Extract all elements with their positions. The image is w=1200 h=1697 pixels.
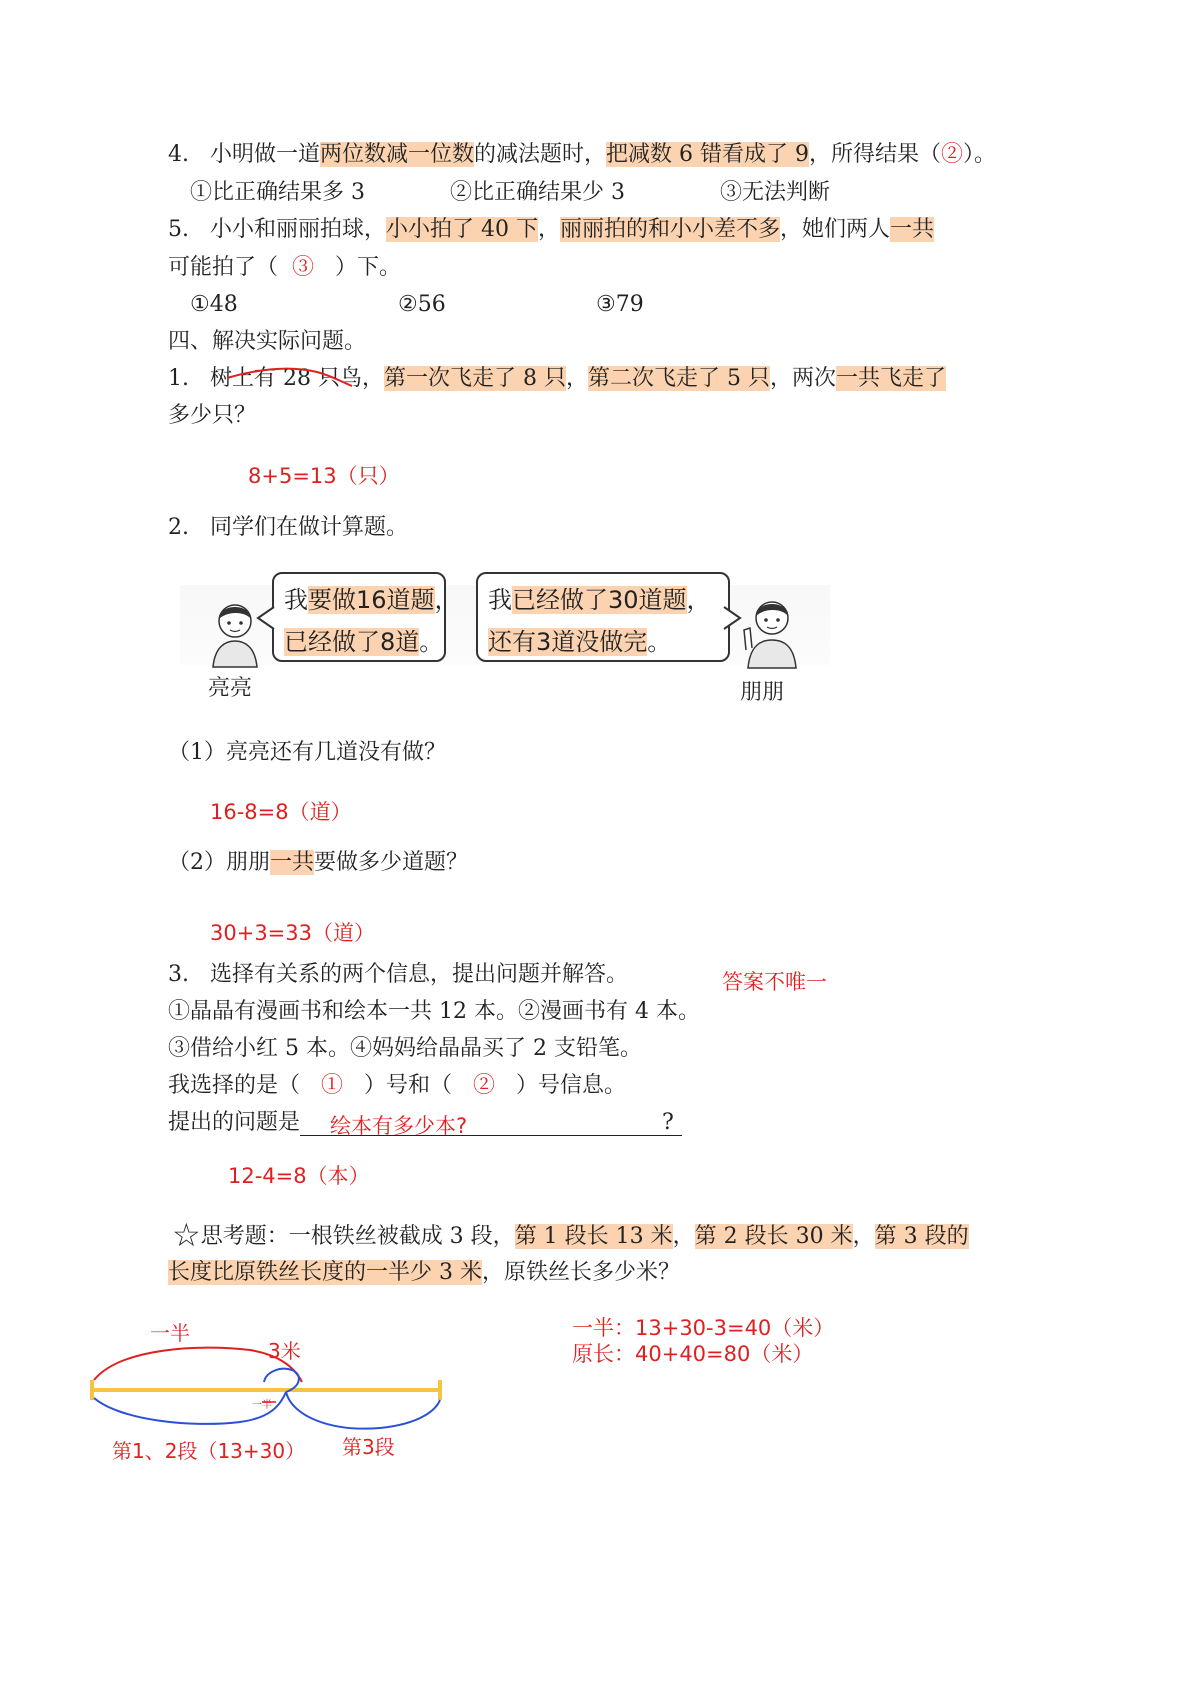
bubble-left-l2-hl: 已经做了8道 xyxy=(284,628,420,656)
p3-choose-line xyxy=(168,1071,626,1101)
p1-highlight-3: 一共飞走了 xyxy=(835,366,946,391)
p3-choose-pre: 我选择的是（ xyxy=(168,1073,301,1098)
q5-option-1: ①48 xyxy=(190,292,238,317)
p3-info-2: ③借给小红 5 本。④妈妈给晶晶买了 2 支铅笔。 xyxy=(168,1036,642,1061)
p2-text: 同学们在做计算题。 xyxy=(209,515,408,540)
label-3m: 3米 xyxy=(268,1339,301,1363)
label-seg3: 第3段 xyxy=(342,1435,395,1459)
star-icon: ☆ xyxy=(172,1216,201,1254)
q5-text-pre: 小小和丽丽拍球， xyxy=(209,217,386,242)
q4-highlight-1: 两位数减一位数 xyxy=(320,142,475,167)
q5-line2-pre: 可能拍了（ xyxy=(168,255,279,280)
p1-number: 1. xyxy=(168,366,189,391)
p3-choose-mid: ）号和（ xyxy=(364,1073,453,1098)
p2-number: 2. xyxy=(168,515,189,540)
q5-option-2: ②56 xyxy=(398,292,446,317)
label-seg12: 第1、2段（13+30） xyxy=(112,1439,306,1463)
think-highlight-2: 第 2 段长 30 米 xyxy=(694,1224,853,1249)
think-highlight-1: 第 1 段长 13 米 xyxy=(514,1224,673,1249)
q4-text-pre: 小明做一道 xyxy=(209,142,320,167)
label-small-half: 一半 xyxy=(252,1400,272,1411)
think-comma-1: ， xyxy=(672,1224,695,1249)
bubble-left-l1-pre: 我 xyxy=(284,586,308,614)
q5-text-post: ，她们两人 xyxy=(780,217,891,242)
q4-option-2: ②比正确结果少 3 xyxy=(450,180,625,205)
bubble-left-line-2 xyxy=(284,622,443,657)
brace-seg3 xyxy=(286,1392,440,1429)
name-right: 朋朋 xyxy=(740,680,785,705)
p2-answer-1: 16-8=8（道） xyxy=(210,800,352,824)
speech-bubble-left xyxy=(272,572,459,662)
p2-sub-question-2 xyxy=(168,848,468,878)
bubble-right-line-2 xyxy=(488,622,671,657)
p1-text-mid: ， xyxy=(565,366,588,391)
p1-highlight-1: 第一次飞走了 8 只 xyxy=(383,366,566,391)
q5-highlight-1: 小小拍了 40 下 xyxy=(386,217,538,242)
bubble-left-l1-hl: 要做16道题 xyxy=(308,586,435,614)
p3-note: 答案不唯一 xyxy=(722,970,827,994)
bubble-right-l1-pre: 我 xyxy=(488,586,512,614)
q5-highlight-2: 丽丽拍的和小小差不多 xyxy=(560,217,781,242)
boy-right-icon xyxy=(738,590,808,670)
label-half: 一半 xyxy=(150,1321,190,1345)
p1-answer: 8+5=13（只） xyxy=(248,464,400,488)
p1-text-post: ，两次 xyxy=(769,366,836,391)
p3-question-answer: 绘本有多少本? xyxy=(330,1114,468,1138)
bubble-right-l2-post: 。 xyxy=(647,628,672,656)
q5-line-2 xyxy=(168,253,401,283)
name-left: 亮亮 xyxy=(208,676,253,701)
bubble-right-line-1 xyxy=(488,580,711,615)
bubble-right-l1-hl: 已经做了30道题 xyxy=(512,586,687,614)
think-pre: 思考题：一根铁丝被截成 3 段， xyxy=(200,1224,515,1249)
p2-answer-2: 30+3=33（道） xyxy=(210,921,375,945)
speech-bubble-right xyxy=(476,572,730,662)
wire-diagram xyxy=(80,1310,460,1480)
q4-text-mid: 的减法题时， xyxy=(474,142,607,167)
q4-text-post: ，所得结果（ xyxy=(809,142,942,167)
p1-text-pre: 树上有 28 只鸟， xyxy=(209,366,384,391)
p3-question-mark: ? xyxy=(662,1110,674,1135)
q4-answer: ② xyxy=(941,142,964,167)
think-answer-1: 一半：13+30-3=40（米） xyxy=(572,1316,835,1340)
p3-number: 3. xyxy=(168,962,189,987)
bubble-left-l2-post: 。 xyxy=(419,628,444,656)
p1-line-2: 多少只？ xyxy=(168,403,257,428)
p3-choose-a: ① xyxy=(321,1073,344,1098)
p2-sub2-hl: 一共 xyxy=(270,850,315,875)
q5-answer: ③ xyxy=(292,255,315,280)
q4-number: 4. xyxy=(168,142,189,167)
q4-option-1: ①比正确结果多 3 xyxy=(190,180,365,205)
q4-option-3: ③无法判断 xyxy=(720,180,831,205)
q4-line xyxy=(168,140,996,170)
bubble-right-l1-post: ， xyxy=(686,586,711,614)
q4-highlight-2: 把减数 6 错看成了 9 xyxy=(606,142,810,167)
think-answer-2: 原长：40+40=80（米） xyxy=(572,1342,814,1366)
p2-sub2-post: 要做多少道题？ xyxy=(314,850,469,875)
p3-text: 选择有关系的两个信息，提出问题并解答。 xyxy=(209,962,628,987)
q5-number: 5. xyxy=(168,217,189,242)
think-line-2 xyxy=(168,1258,680,1288)
bubble-left-tail xyxy=(256,605,276,631)
p2-sub2-pre: （2）朋朋 xyxy=(168,850,270,875)
q4-text-end: ）。 xyxy=(963,142,997,167)
p3-line xyxy=(168,960,628,990)
p3-choose-post: ）号信息。 xyxy=(516,1073,627,1098)
q5-line2-post: ）下。 xyxy=(335,255,402,280)
q5-text-mid: ， xyxy=(537,217,560,242)
think-comma-2: ， xyxy=(852,1224,875,1249)
q5-line-1 xyxy=(168,215,934,245)
think-line2-post: ，原铁丝长多少米？ xyxy=(481,1260,680,1285)
strike-mark xyxy=(222,362,357,392)
think-line-1 xyxy=(172,1216,969,1254)
p3-info-1: ①晶晶有漫画书和绘本一共 12 本。②漫画书有 4 本。 xyxy=(168,999,700,1024)
p3-answer: 12-4=8（本） xyxy=(228,1164,370,1188)
bubble-right-l2-hl: 还有3道没做完 xyxy=(488,628,648,656)
q5-option-3: ③79 xyxy=(596,292,644,317)
p2-sub-question-1: （1）亮亮还有几道没有做？ xyxy=(168,740,446,765)
p2-line xyxy=(168,513,408,543)
bubble-left-line-1 xyxy=(284,580,459,615)
p1-highlight-2: 第二次飞走了 5 只 xyxy=(587,366,770,391)
p3-question-label: 提出的问题是 xyxy=(168,1110,301,1135)
bubble-left-l1-post: ， xyxy=(434,586,459,614)
p3-choose-b: ② xyxy=(473,1073,496,1098)
think-line2-highlight: 长度比原铁丝长度的一半少 3 米 xyxy=(168,1260,482,1285)
q5-highlight-3: 一共 xyxy=(890,217,935,242)
section-title: 四、解决实际问题。 xyxy=(168,329,367,354)
think-highlight-3: 第 3 段的 xyxy=(874,1224,969,1249)
